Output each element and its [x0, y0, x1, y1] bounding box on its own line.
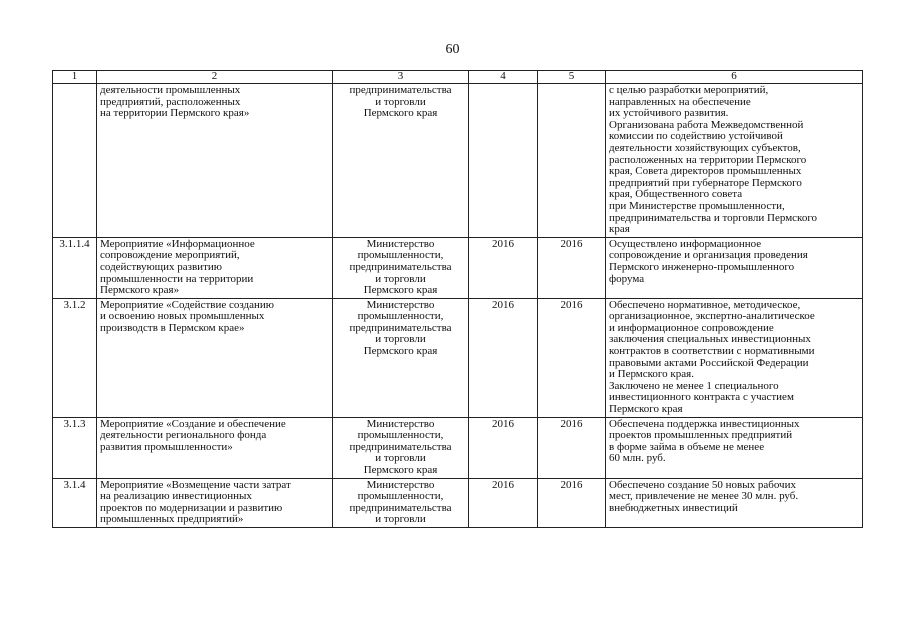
- cell-line: Организована работа Межведомственной: [609, 118, 804, 131]
- cell-line: проектов по модернизации и развитию: [100, 501, 283, 514]
- cell-line: и торговли: [375, 452, 426, 465]
- cell-line: Министерство: [366, 237, 435, 250]
- cell-line: предприятий, расположенных: [100, 95, 241, 108]
- cell-line: Пермского края: [363, 464, 438, 476]
- cell-line: Мероприятие «Создание и обеспечение: [100, 417, 286, 430]
- cell-line: форума: [609, 272, 645, 285]
- item-name: [97, 417, 333, 478]
- cell-line: Мероприятие «Информационное: [100, 237, 255, 250]
- table-row: [53, 84, 863, 238]
- cell-line: Пермского края: [363, 107, 438, 120]
- cell-line: промышленности,: [357, 429, 444, 442]
- cell-line: предпринимательства: [349, 501, 452, 514]
- cell-line: сопровождение мероприятий,: [100, 249, 240, 262]
- item-result: [606, 84, 863, 238]
- cell-line: и Пермского края.: [609, 368, 694, 381]
- cell-line: инвестиционного контракта с участием: [609, 391, 794, 404]
- cell-line: промышленных предприятий»: [100, 513, 244, 526]
- item-number: 3.1.4: [53, 478, 97, 527]
- cell-line: Обеспечено нормативное, методическое,: [609, 298, 801, 311]
- cell-line: предпринимательства: [349, 84, 452, 96]
- cell-line: и торговли: [375, 272, 426, 285]
- item-result: [606, 298, 863, 417]
- cell-line: и информационное сопровождение: [609, 321, 774, 334]
- item-end-year: 2016: [538, 237, 606, 298]
- cell-line: и торговли: [375, 95, 426, 108]
- cell-line: и освоению новых промышленных: [100, 310, 265, 323]
- table-row: [53, 478, 863, 527]
- item-start-year: 2016: [469, 237, 538, 298]
- cell-line: и торговли: [375, 513, 426, 526]
- cell-line: предпринимательства: [349, 440, 452, 453]
- table-row: [53, 237, 863, 298]
- cell-line: на реализацию инвестиционных: [100, 490, 252, 503]
- cell-line: 60 млн. руб.: [609, 452, 666, 465]
- cell-line: предпринимательства: [349, 321, 452, 334]
- cell-line: расположенных на территории Пермского: [609, 153, 807, 166]
- cell-line: контрактов в соответствии с нормативными: [609, 345, 815, 358]
- cell-line: комиссии по содействию устойчивой: [609, 130, 783, 143]
- cell-line: при Министерстве промышленности,: [609, 199, 785, 212]
- cell-line: с целью разработки мероприятий,: [609, 84, 769, 96]
- cell-line: промышленности,: [357, 249, 444, 262]
- item-number: 3.1.2: [53, 298, 97, 417]
- item-name: [97, 237, 333, 298]
- cell-line: мест, привлечение не менее 30 млн. руб.: [609, 490, 799, 503]
- header-col-2: 2: [97, 71, 333, 84]
- page-bottom-margin: [0, 578, 905, 640]
- cell-line: Пермского края: [363, 345, 438, 358]
- cell-line: Пермского края: [609, 403, 683, 416]
- cell-line: содействующих развитию: [100, 260, 222, 273]
- cell-line: края: [609, 223, 630, 236]
- item-start-year: [469, 84, 538, 238]
- item-name: [97, 84, 333, 238]
- cell-line: Министерство: [366, 298, 435, 311]
- cell-line: внебюджетных инвестиций: [609, 501, 738, 514]
- item-executor: [333, 237, 469, 298]
- item-name: [97, 298, 333, 417]
- cell-line: Министерство: [366, 417, 435, 430]
- cell-line: Мероприятие «Возмещение части затрат: [100, 478, 291, 491]
- cell-line: предпринимательства и торговли Пермского: [609, 211, 818, 224]
- item-start-year: 2016: [469, 298, 538, 417]
- item-executor: [333, 298, 469, 417]
- cell-line: края, Общественного совета: [609, 188, 743, 201]
- item-number: 3.1.3: [53, 417, 97, 478]
- cell-line: края, Совета директоров промышленных: [609, 165, 802, 178]
- cell-line: проектов промышленных предприятий: [609, 429, 793, 442]
- cell-line: деятельности промышленных: [100, 84, 241, 96]
- cell-line: Пермского края: [363, 284, 438, 297]
- cell-line: на территории Пермского края»: [100, 107, 250, 120]
- cell-line: производств в Пермском крае»: [100, 321, 245, 334]
- item-result: [606, 237, 863, 298]
- cell-line: сопровождение и организация проведения: [609, 249, 808, 262]
- cell-line: заключения специальных инвестиционных: [609, 333, 811, 346]
- table-row: [53, 298, 863, 417]
- table-row: [53, 417, 863, 478]
- item-end-year: 2016: [538, 298, 606, 417]
- cell-line: в форме займа в объеме не менее: [609, 440, 765, 453]
- cell-line: промышленности на территории: [100, 272, 254, 285]
- item-result: [606, 478, 863, 527]
- cell-line: направленных на обеспечение: [609, 95, 751, 108]
- page-number: 60: [445, 42, 460, 57]
- cell-line: организационное, экспертно-аналитическое: [609, 310, 815, 323]
- item-name: [97, 478, 333, 527]
- header-col-3: 3: [333, 71, 469, 84]
- cell-line: и торговли: [375, 333, 426, 346]
- cell-line: Пермского края»: [100, 284, 180, 297]
- item-end-year: [538, 84, 606, 238]
- cell-line: их устойчивого развития.: [609, 107, 729, 120]
- cell-line: Заключено не менее 1 специального: [609, 379, 779, 392]
- cell-line: промышленности,: [357, 490, 444, 503]
- cell-line: предприятий при губернаторе Пермского: [609, 176, 802, 189]
- item-result: [606, 417, 863, 478]
- cell-line: предпринимательства: [349, 260, 452, 273]
- program-table: [52, 70, 863, 528]
- cell-line: развития промышленности»: [100, 440, 233, 453]
- header-col-4: 4: [469, 71, 538, 84]
- cell-line: промышленности,: [357, 310, 444, 323]
- cell-line: деятельности хозяйствующих субъектов,: [609, 141, 801, 154]
- cell-line: Осуществлено информационное: [609, 237, 762, 250]
- header-col-5: 5: [538, 71, 606, 84]
- item-number: 3.1.1.4: [53, 237, 97, 298]
- cell-line: Обеспечена поддержка инвестиционных: [609, 417, 800, 430]
- header-row: [53, 71, 863, 84]
- item-number: [53, 84, 97, 238]
- cell-line: Пермского инженерно-промышленного: [609, 260, 795, 273]
- item-start-year: 2016: [469, 417, 538, 478]
- cell-line: Мероприятие «Содействие созданию: [100, 298, 274, 311]
- item-end-year: 2016: [538, 478, 606, 527]
- cell-line: Министерство: [366, 478, 435, 491]
- header-col-1: 1: [53, 71, 97, 84]
- cell-line: Обеспечено создание 50 новых рабочих: [609, 478, 796, 491]
- item-start-year: 2016: [469, 478, 538, 527]
- cell-line: деятельности регионального фонда: [100, 429, 267, 442]
- item-executor: [333, 84, 469, 238]
- item-executor: [333, 478, 469, 527]
- header-col-6: 6: [606, 71, 863, 84]
- cell-line: правовыми актами Российской Федерации: [609, 356, 809, 369]
- item-executor: [333, 417, 469, 478]
- item-end-year: 2016: [538, 417, 606, 478]
